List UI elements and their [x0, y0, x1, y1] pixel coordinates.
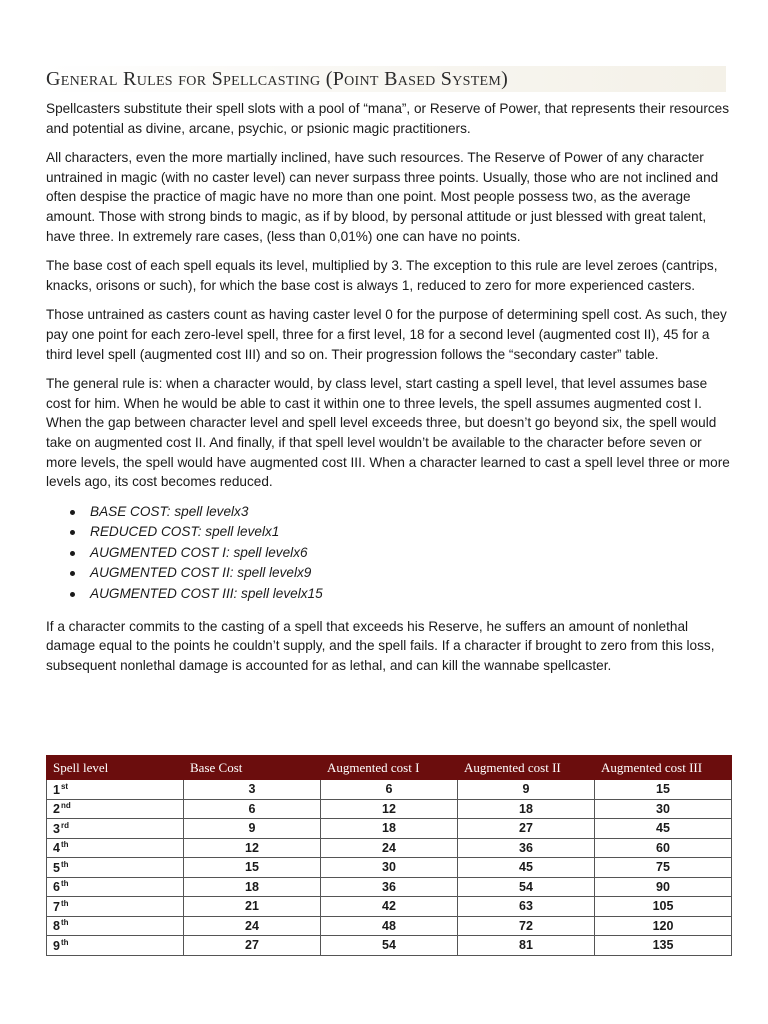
header-augmented-cost-3: Augmented cost III: [595, 756, 732, 780]
cell-aug3: 60: [595, 838, 732, 858]
cell-aug2: 72: [458, 916, 595, 936]
list-item-text: BASE COST: spell levelx3: [90, 503, 249, 519]
table-row: [47, 799, 732, 819]
cell-spell-level: 9th: [47, 936, 184, 956]
cell-aug1: 54: [321, 936, 458, 956]
cell-aug1: 48: [321, 916, 458, 936]
list-item-text: AUGMENTED COST II: spell levelx9: [90, 565, 312, 581]
cell-base-cost: 27: [184, 936, 321, 956]
paragraph-mana-intro: Spellcasters substitute their spell slots with a pool of “mana”, or Reserve of Power, that represents their resources and potential as divine, arcane, psychic, or psionic magic practitioners.: [46, 101, 730, 136]
cell-aug2: 9: [458, 780, 595, 800]
list-item-text: REDUCED COST: spell levelx1: [90, 524, 280, 540]
bullet-icon: [70, 510, 75, 515]
header-spell-level: Spell level: [47, 756, 184, 780]
cell-aug3: 90: [595, 877, 732, 897]
cell-spell-level: 6th: [47, 877, 184, 897]
table-row: [47, 819, 732, 839]
header-augmented-cost-1: Augmented cost I: [321, 756, 458, 780]
table-row: [47, 780, 732, 800]
table-row: [47, 916, 732, 936]
list-item: [90, 584, 732, 605]
cell-aug2: 81: [458, 936, 595, 956]
cell-aug1: 30: [321, 858, 458, 878]
cell-aug1: 6: [321, 780, 458, 800]
list-item-text: AUGMENTED COST I: spell levelx6: [90, 544, 308, 560]
cell-spell-level: 2nd: [47, 799, 184, 819]
header-base-cost: Base Cost: [184, 756, 321, 780]
cell-aug2: 45: [458, 858, 595, 878]
cell-spell-level: 3rd: [47, 819, 184, 839]
page-title: General Rules for Spellcasting (Point Based System): [46, 68, 509, 90]
table-row: [47, 858, 732, 878]
cell-aug3: 45: [595, 819, 732, 839]
cell-aug2: 18: [458, 799, 595, 819]
paragraph-untrained-casters: Those untrained as casters count as having caster level 0 for the purpose of determining spell cost. As such, they pay one point for each zero-level spell, three for a first level, 18 for a second level (augmented cost II), 45 for a third level spell (augmented cost III) and so on. Their progression follows the “secondary caster” table.: [46, 307, 727, 362]
cell-base-cost: 15: [184, 858, 321, 878]
cell-spell-level: 5th: [47, 858, 184, 878]
spell-cost-table-wrapper: [46, 755, 732, 956]
cell-aug3: 30: [595, 799, 732, 819]
cell-aug2: 54: [458, 877, 595, 897]
list-item: [90, 543, 732, 564]
cell-aug3: 75: [595, 858, 732, 878]
cell-aug2: 36: [458, 838, 595, 858]
table-row: [47, 936, 732, 956]
cell-aug3: 105: [595, 897, 732, 917]
list-item: [90, 563, 732, 584]
paragraph-general-rule: The general rule is: when a character would, by class level, start casting a spell level, that level assumes base cost for him. When he would be able to cast it within one to three levels, the spell assumes augmented cost I. When the gap between character level and spell level exceeds three, but doesn’t go beyond six, the spell would take on augmented cost II. And finally, if that spell level wouldn’t be available to the character before seven or more levels, the spell would have augmented cost III. When a character learned to cast a spell level three or more levels ago, its cost becomes reduced.: [46, 376, 730, 490]
list-item: [90, 522, 732, 543]
cell-aug1: 36: [321, 877, 458, 897]
cell-spell-level: 7th: [47, 897, 184, 917]
paragraph-base-cost: The base cost of each spell equals its level, multiplied by 3. The exception to this rule are level zeroes (cantrips, knacks, orisons or such), for which the base cost is always 1, reduced to zero for more experienced casters.: [46, 258, 718, 293]
paragraph-exceeding-reserve: If a character commits to the casting of a spell that exceeds his Reserve, he suffers an amount of nonlethal damage equal to the points he couldn’t supply, and the spell fails. If a character if brought to zero from this loss, subsequent nonlethal damage is accounted for as lethal, and can kill the wannabe spellcaster.: [46, 618, 715, 673]
cell-base-cost: 12: [184, 838, 321, 858]
cell-aug3: 135: [595, 936, 732, 956]
table-header-row: [47, 756, 732, 780]
list-item: [90, 502, 732, 523]
cell-base-cost: 21: [184, 897, 321, 917]
cell-aug1: 42: [321, 897, 458, 917]
table-row: [47, 838, 732, 858]
cell-base-cost: 3: [184, 780, 321, 800]
paragraph-reserve-of-power: All characters, even the more martially inclined, have such resources. The Reserve of Power of any character untrained in magic (with no caster level) can never surpass three points. Usually, those who are not inclined and often despise the practice of magic have no more than one point. Most people possess two, as the average amount. Those with strong binds to magic, as if by blood, by personal attitude or just blessed with great talent, have three. In extremely rare cases, (less than 0,01%) one can have no points.: [46, 150, 719, 244]
cell-spell-level: 4th: [47, 838, 184, 858]
cell-aug3: 15: [595, 780, 732, 800]
cell-base-cost: 18: [184, 877, 321, 897]
cell-aug1: 18: [321, 819, 458, 839]
header-augmented-cost-2: Augmented cost II: [458, 756, 595, 780]
list-item-text: AUGMENTED COST III: spell levelx15: [90, 586, 323, 602]
cell-aug2: 63: [458, 897, 595, 917]
cell-spell-level: 8th: [47, 916, 184, 936]
bullet-icon: [70, 592, 75, 597]
cell-spell-level: 1st: [47, 780, 184, 800]
table-row: [47, 877, 732, 897]
table-body: [47, 780, 732, 956]
cell-aug3: 120: [595, 916, 732, 936]
body-text: [46, 99, 732, 685]
cell-aug1: 12: [321, 799, 458, 819]
spell-cost-table: [46, 755, 732, 956]
cell-aug1: 24: [321, 838, 458, 858]
bullet-icon: [70, 530, 75, 535]
cell-base-cost: 24: [184, 916, 321, 936]
cell-base-cost: 6: [184, 799, 321, 819]
bullet-icon: [70, 551, 75, 556]
cost-list: [46, 502, 732, 605]
cell-base-cost: 9: [184, 819, 321, 839]
table-row: [47, 897, 732, 917]
bullet-icon: [70, 571, 75, 576]
cell-aug2: 27: [458, 819, 595, 839]
